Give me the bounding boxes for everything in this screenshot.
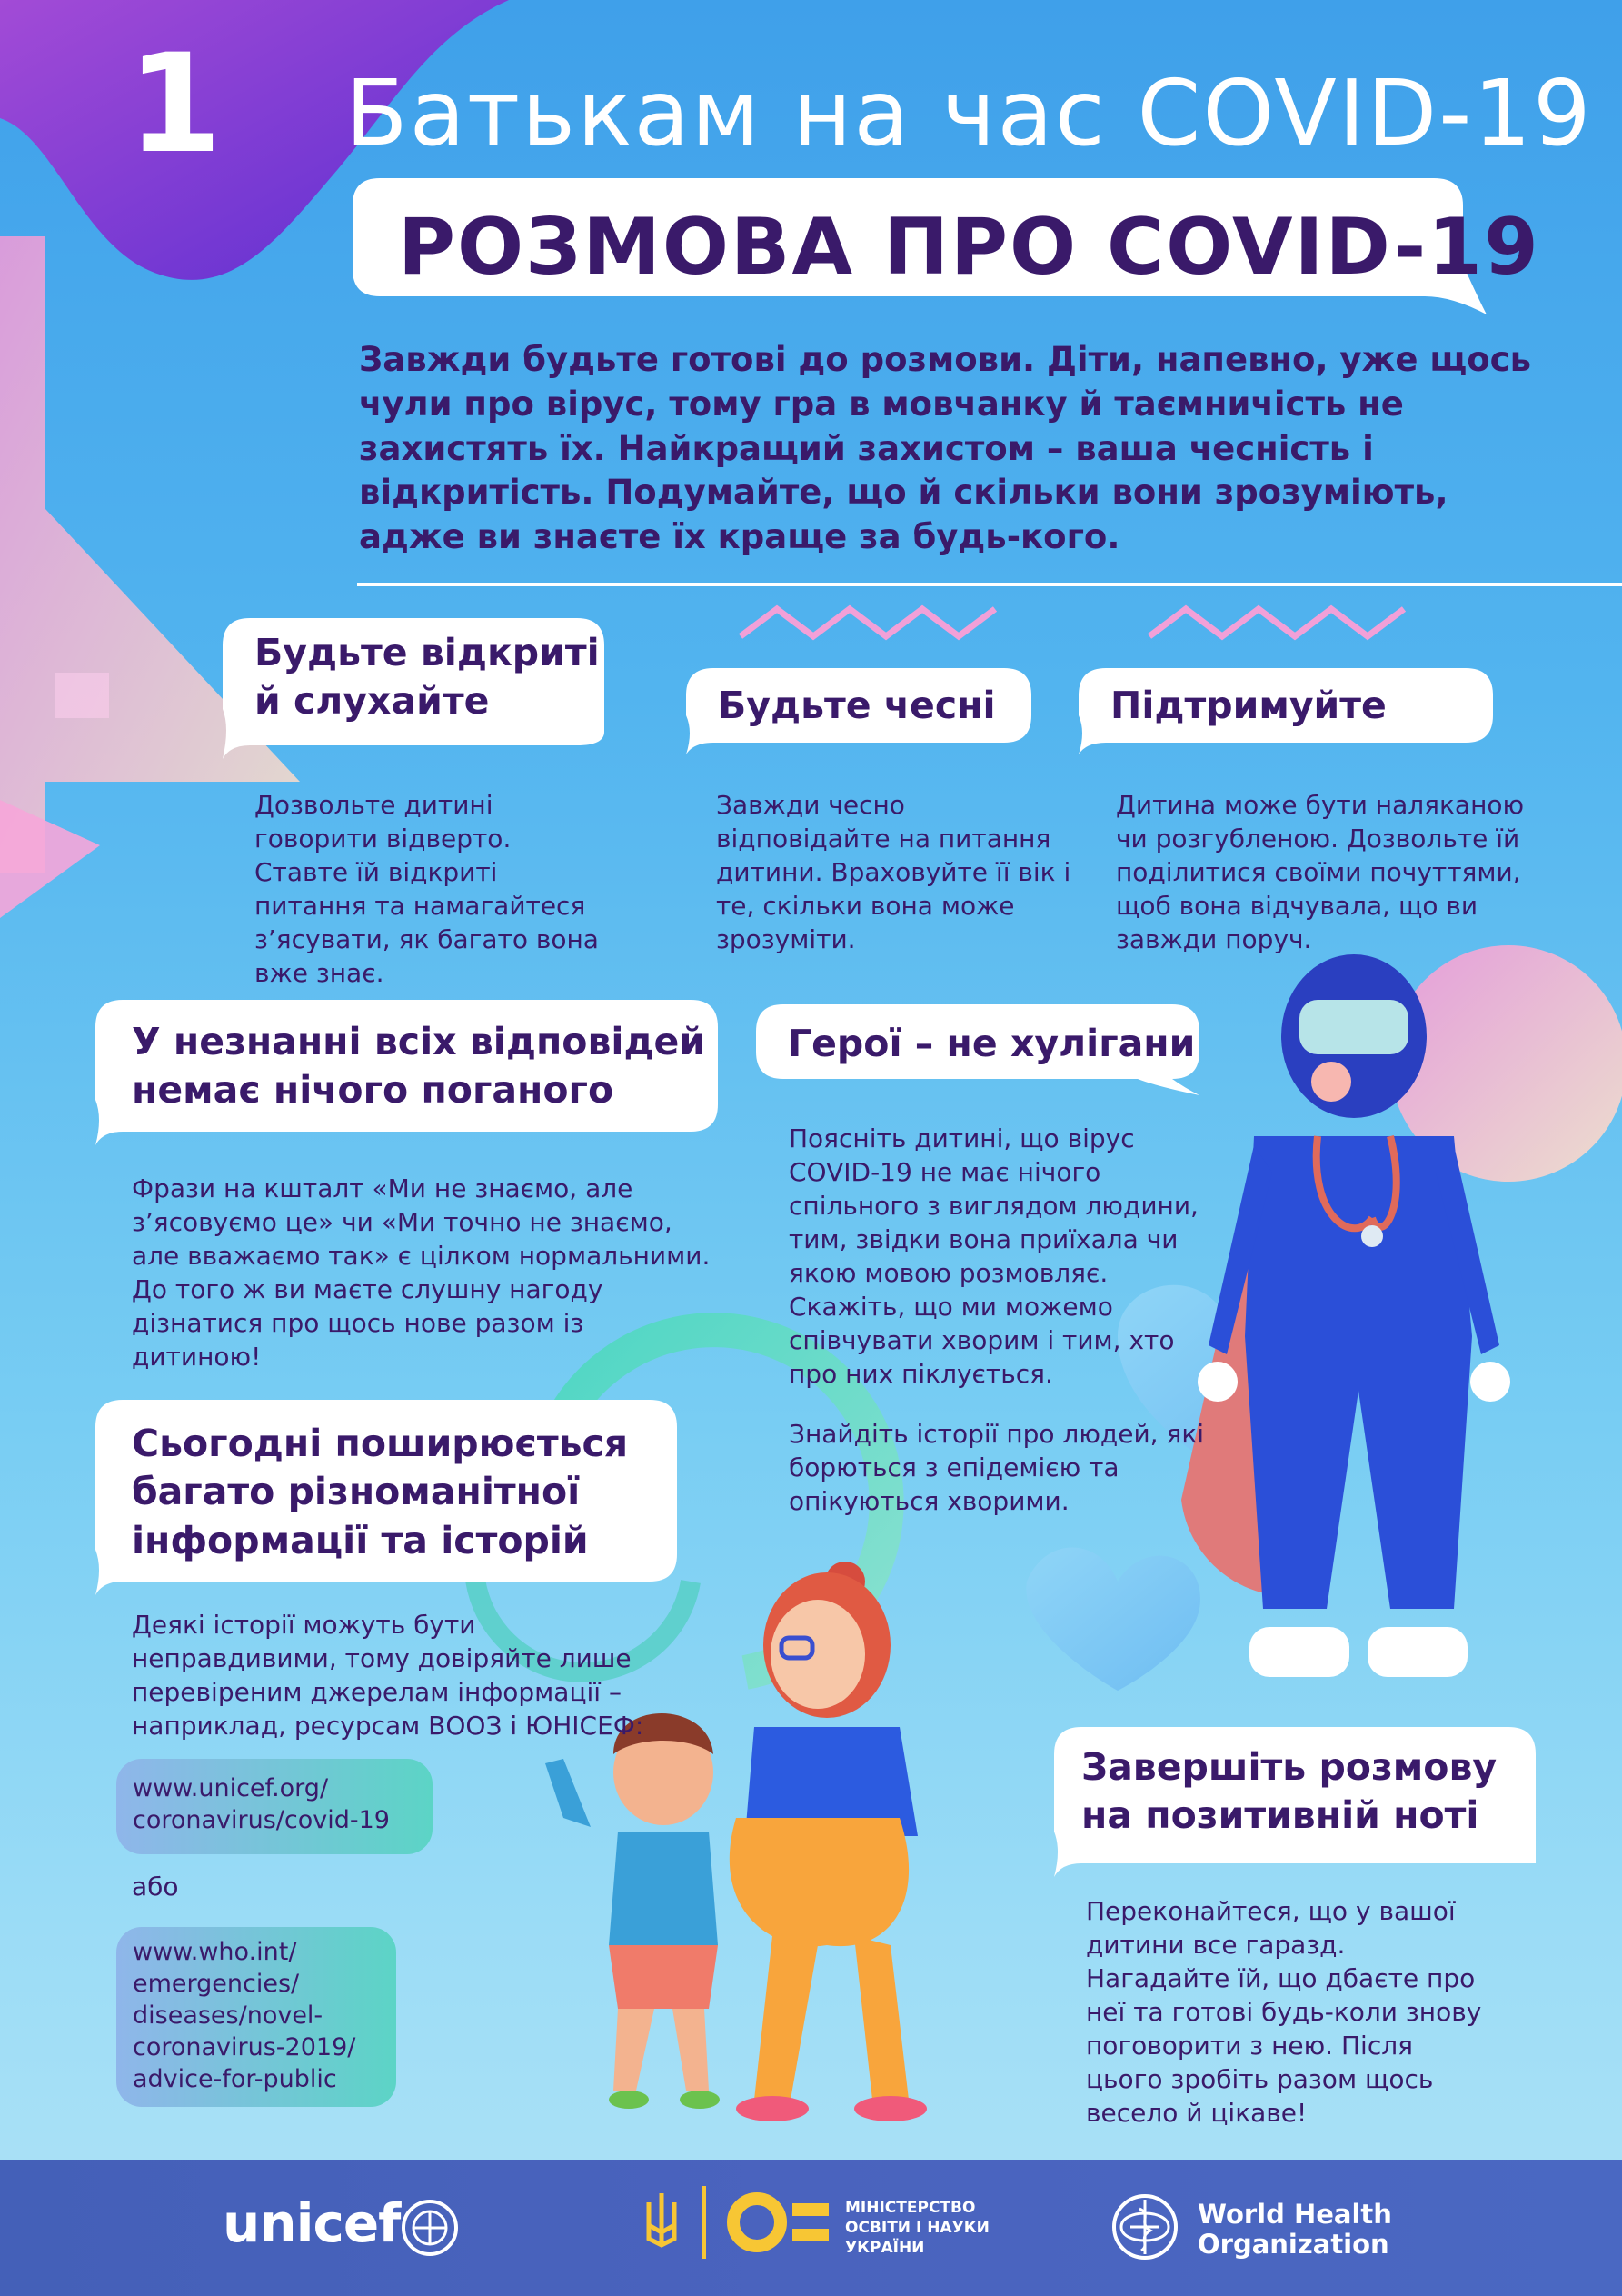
- unicef-emblem-icon: [400, 2198, 460, 2258]
- ministry-name: МІНІСТЕРСТВО ОСВІТИ І НАУКИ УКРАЇНИ: [845, 2199, 990, 2258]
- link-unicef-text[interactable]: www.unicef.org/ coronavirus/covid-19: [133, 1774, 390, 1835]
- section-body-open: Дозвольте дитині говорити відверто. Ставте їй відкриті питання та намагайтеся з’ясувати, як багато вона вже знає.: [254, 790, 599, 988]
- section-title-unknown: У незнанні всіх відповідей немає нічого поганого: [132, 1020, 706, 1113]
- section-title-finish: Завершіть розмову на позитивній ноті: [1081, 1745, 1498, 1838]
- or-text: або: [132, 1872, 179, 1902]
- section-title-info: Сьогодні поширюється багато різноманітної інформації та історій: [132, 1422, 629, 1562]
- who-name: World Health Organization: [1198, 2199, 1392, 2261]
- divider-line: [357, 583, 1622, 586]
- page-supertitle: Батькам на час COVID-19: [345, 60, 1593, 166]
- section-body-info: Деякі історії можуть бути неправдивими, тому довіряйте лише перевіреним джерелам інформації – наприклад, ресурсам ВООЗ і ЮНІСЕФ:: [132, 1610, 644, 1741]
- section-title-honest: Будьте чесні: [718, 684, 996, 727]
- section-body-heroes-stories: Знайдіть історії про людей, які борються з епідемією та опікуються хворими.: [789, 1419, 1205, 1516]
- section-title-open: Будьте відкриті й слухайте: [254, 631, 600, 724]
- section-body-support: Дитина може бути наляканою чи розгубленою. Дозвольте їй поділитися своїми почуттями, щоб вона відчувала, що ви завжди поруч.: [1116, 790, 1525, 954]
- ministry-logo-icon: [727, 2191, 836, 2254]
- link-who-text[interactable]: www.who.int/ emergencies/ diseases/novel- coronavirus-2019/ advice-for-public: [133, 1938, 356, 2094]
- footer-separator: [702, 2186, 706, 2259]
- section-body-unknown: Фрази на кшталт «Ми не знаємо, але з’ясовуємо це» чи «Ми точно не знаємо, але вважаємо так» є цілком нормальними. До того ж ви маєте слушну нагоду дізнатися про щось нове разом із дитиною!: [132, 1173, 711, 1372]
- section-title-support: Підтримуйте: [1110, 684, 1387, 727]
- section-body-heroes: Поясніть дитині, що вірус COVID-19 не має нічого спільного з виглядом людини, тим, звідки вона приїхала чи якою мовою розмовляє. Скажіть, що ми можемо співчувати хворим і тим, хто про них піклується.: [789, 1123, 1199, 1389]
- page-title: РОЗМОВА ПРО COVID-19: [398, 202, 1540, 293]
- who-emblem-icon: [1109, 2191, 1181, 2263]
- section-body-finish: Переконайтеся, що у вашої дитини все гаразд. Нагадайте їй, що дбаєте про неї та готові будь-коли знову поговорити з нею. Після цього зробіть разом щось весело й цікаве!: [1086, 1896, 1482, 2128]
- intro-paragraph: Завжди будьте готові до розмови. Діти, напевно, уже щось чули про вірус, тому гра в мовчанку й таємничість не захистять їх. Найкращий захистом – ваша чесність і відкритість. Подумайте, що й скільки вони зрозуміють, адже ви знаєте їх краще за будь-кого.: [359, 340, 1531, 557]
- section-body-honest: Завжди чесно відповідайте на питання дитини. Враховуйте її вік і те, скільки вона може зрозуміти.: [716, 790, 1071, 954]
- section-title-heroes: Герої – не хулігани: [788, 1022, 1196, 1065]
- unicef-logo-text: unicef: [223, 2192, 401, 2254]
- ukraine-trident-icon: [643, 2189, 680, 2252]
- page-number: 1: [127, 25, 223, 184]
